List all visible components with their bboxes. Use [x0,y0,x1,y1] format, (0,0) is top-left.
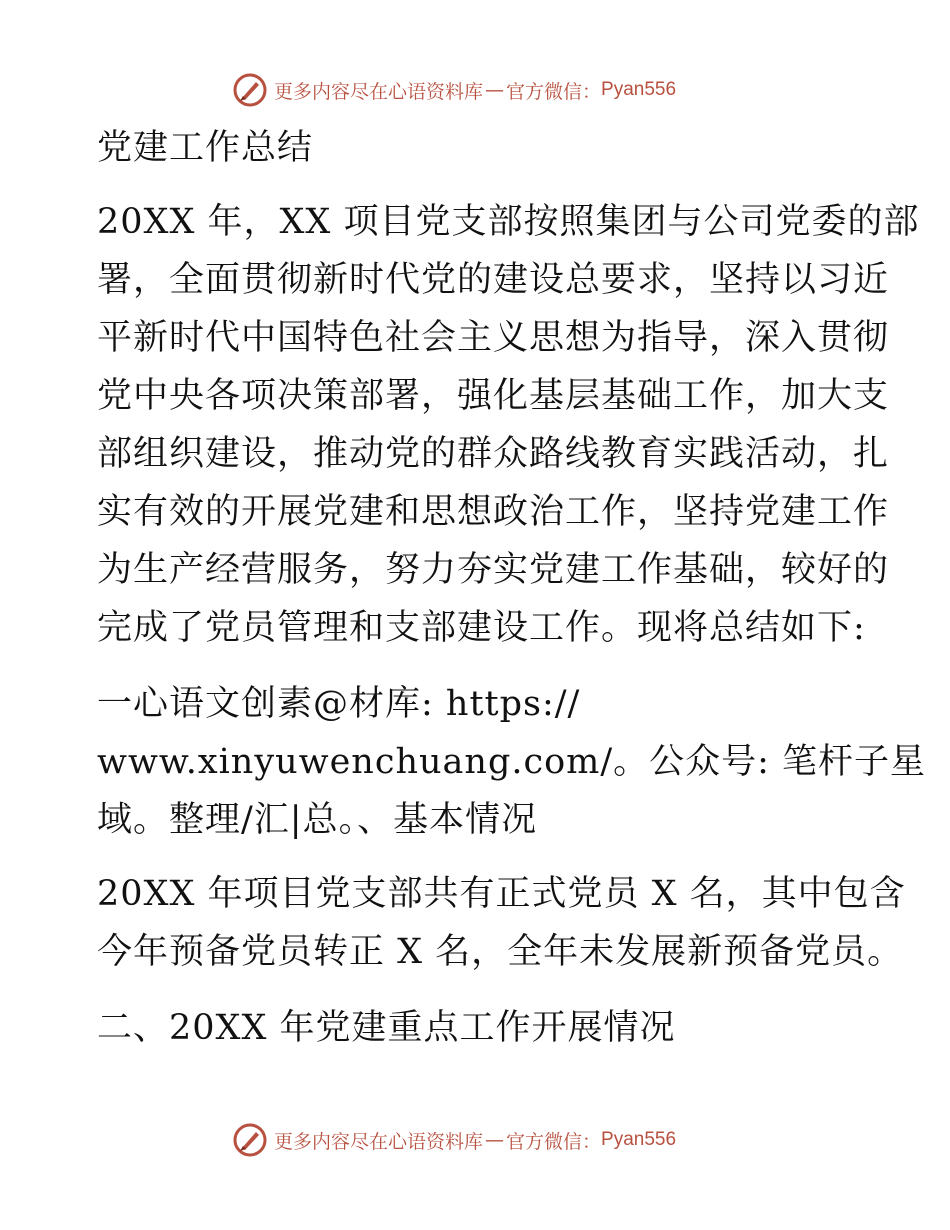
banner-wechat-id: Pyan556 [601,1129,677,1150]
banner-wechat-id: Pyan556 [601,79,677,100]
intro-line: 完成了党员管理和支部建设工作。现将总结如下: [97,608,866,648]
membership-line: 20XX 年项目党支部共有正式党员 X 名，其中包含 [97,874,906,914]
banner-main-text: 更多内容尽在心语资料库 [274,1130,484,1153]
source-line: www.xinyuwenchuang.com/。公众号: 笔杆子星 [97,742,927,782]
source-line: 域。整理/汇|总。、基本情况 [97,800,538,840]
banner-separator: — [485,79,505,101]
intro-line: 党中央各项决策部署，强化基层基础工作，加大支 [97,376,890,416]
intro-line: 部组织建设，推动党的群众路线教育实践活动，扎 [97,434,890,474]
intro-line: 实有效的开展党建和思想政治工作，坚持党建工作 [97,492,890,532]
banner-label: 官方微信： [506,80,602,103]
membership-line: 今年预备党员转正 X 名，全年未发展新预备党员。 [97,932,904,972]
banner-separator: — [485,1129,505,1151]
section-two-heading: 二、20XX 年党建重点工作开展情况 [97,1008,676,1048]
banner-label: 官方微信： [506,1130,602,1153]
banner-main-text: 更多内容尽在心语资料库 [274,80,484,103]
header-banner [232,70,732,110]
intro-line: 署，全面贯彻新时代党的建设总要求，坚持以习近 [97,260,890,300]
intro-line: 20XX 年，XX 项目党支部按照集团与公司党委的部 [97,202,920,242]
footer-banner [232,1120,732,1160]
document-title: 党建工作总结 [97,128,314,168]
intro-line: 平新时代中国特色社会主义思想为指导，深入贯彻 [97,318,890,358]
quill-logo-icon [232,72,268,108]
source-line: 一心语文创素@材库: https:// [97,684,581,724]
intro-line: 为生产经营服务，努力夯实党建工作基础，较好的 [97,550,890,590]
quill-logo-icon [232,1122,268,1158]
